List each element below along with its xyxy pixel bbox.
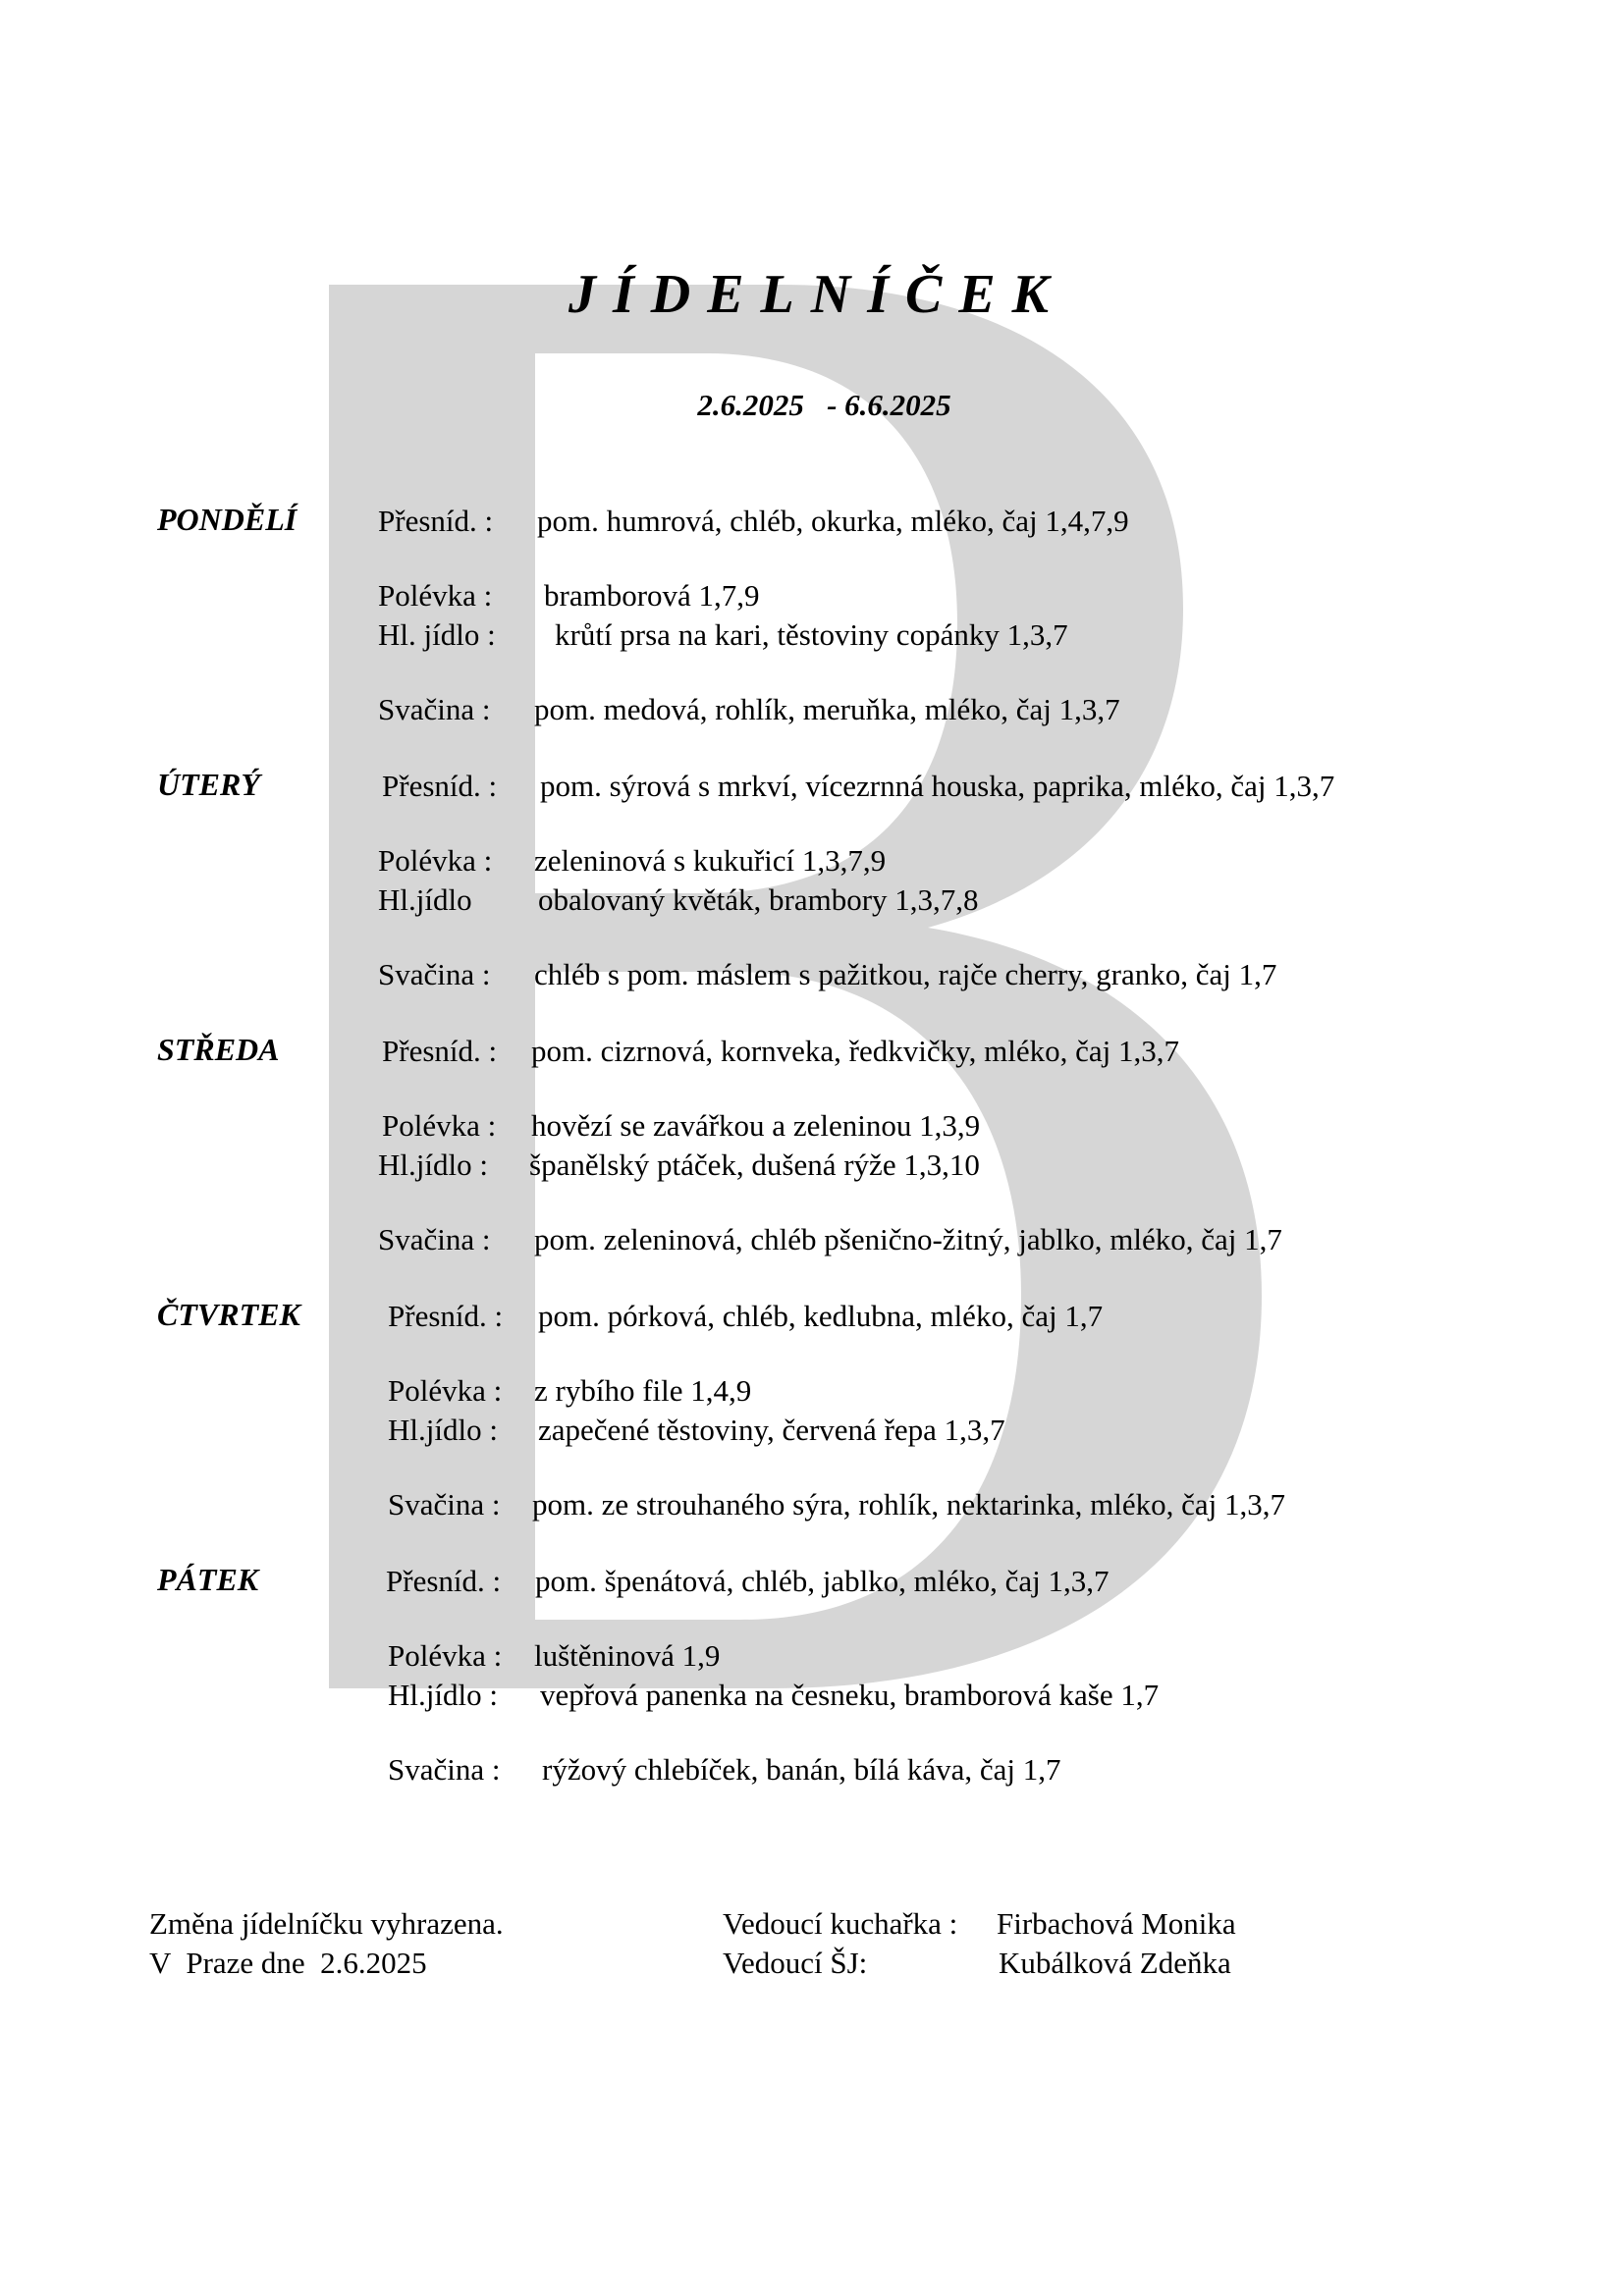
day-friday: PÁTEK xyxy=(157,1562,259,1597)
meal-text: krůtí prsa na kari, těstoviny copánky 1,3,7 xyxy=(555,617,1068,652)
meal-label: Polévka : xyxy=(388,1638,503,1673)
footer-place-date: V Praze dne 2.6.2025 xyxy=(149,1946,427,1980)
meal-label: Svačina : xyxy=(388,1487,501,1522)
meal-text: z rybího file 1,4,9 xyxy=(534,1373,752,1408)
meal-label: Hl. jídlo : xyxy=(378,617,496,652)
meal-label: Polévka : xyxy=(388,1373,503,1408)
meal-label: Polévka : xyxy=(378,843,493,878)
day-tuesday: ÚTERÝ xyxy=(157,767,260,802)
meal-text: pom. pórková, chléb, kedlubna, mléko, čaj 1,7 xyxy=(538,1299,1104,1333)
meal-text: pom. zeleninová, chléb pšenično-žitný, jablko, mléko, čaj 1,7 xyxy=(534,1222,1282,1256)
footer-cook-label: Vedoucí kuchařka : xyxy=(723,1906,958,1941)
meal-text: pom. humrová, chléb, okurka, mléko, čaj 1,4,7,9 xyxy=(537,504,1129,538)
day-thursday: ČTVRTEK xyxy=(157,1297,300,1332)
meal-text: vepřová panenka na česneku, bramborová kaše 1,7 xyxy=(540,1678,1160,1712)
meal-label: Svačina : xyxy=(378,692,491,726)
meal-text: luštěninová 1,9 xyxy=(534,1638,721,1673)
meal-text: pom. špenátová, chléb, jablko, mléko, čaj 1,3,7 xyxy=(535,1564,1110,1598)
meal-label: Svačina : xyxy=(388,1752,501,1787)
meal-text: zapečené těstoviny, červená řepa 1,3,7 xyxy=(538,1413,1005,1447)
meal-label: Hl.jídlo : xyxy=(388,1678,498,1712)
footer-cook-name: Firbachová Monika xyxy=(997,1906,1236,1941)
meal-label: Hl.jídlo xyxy=(378,882,472,917)
footer-manager-label: Vedoucí ŠJ: xyxy=(723,1946,868,1980)
meal-text: rýžový chlebíček, banán, bílá káva, čaj 1,7 xyxy=(542,1752,1061,1787)
meal-text: chléb s pom. máslem s pažitkou, rajče cherry, granko, čaj 1,7 xyxy=(534,957,1277,991)
meal-label: Polévka : xyxy=(378,578,493,613)
meal-label: Svačina : xyxy=(378,957,491,991)
meal-text: španělský ptáček, dušená rýže 1,3,10 xyxy=(529,1148,980,1182)
meal-label: Svačina : xyxy=(378,1222,491,1256)
meal-label: Hl.jídlo : xyxy=(378,1148,488,1182)
meal-label: Přesníd. : xyxy=(386,1564,502,1598)
day-wednesday: STŘEDA xyxy=(157,1032,280,1067)
page-title: JÍDELNÍČEK xyxy=(568,264,1066,325)
meal-text: pom. ze strouhaného sýra, rohlík, nektarinka, mléko, čaj 1,3,7 xyxy=(532,1487,1286,1522)
meal-label: Hl.jídlo : xyxy=(388,1413,498,1447)
meal-label: Přesníd. : xyxy=(388,1299,504,1333)
week-date-range: 2.6.2025 - 6.6.2025 xyxy=(697,388,951,422)
meal-text: zeleninová s kukuřicí 1,3,7,9 xyxy=(534,843,887,878)
meal-text: bramborová 1,7,9 xyxy=(544,578,760,613)
meal-text: pom. cizrnová, kornveka, ředkvičky, mléko, čaj 1,3,7 xyxy=(531,1034,1179,1068)
footer-manager-name: Kubálková Zdeňka xyxy=(999,1946,1231,1980)
meal-text: pom. sýrová s mrkví, vícezrnná houska, paprika, mléko, čaj 1,3,7 xyxy=(540,769,1335,803)
meal-label: Přesníd. : xyxy=(378,504,494,538)
meal-text: obalovaný květák, brambory 1,3,7,8 xyxy=(538,882,979,917)
footer-note: Změna jídelníčku vyhrazena. xyxy=(149,1906,504,1941)
meal-label: Polévka : xyxy=(382,1108,497,1143)
day-monday: PONDĚLÍ xyxy=(157,502,298,537)
meal-text: hovězí se zavářkou a zeleninou 1,3,9 xyxy=(531,1108,981,1143)
meal-label: Přesníd. : xyxy=(382,769,498,803)
meal-label: Přesníd. : xyxy=(382,1034,498,1068)
meal-text: pom. medová, rohlík, meruňka, mléko, čaj 1,3,7 xyxy=(534,692,1120,726)
